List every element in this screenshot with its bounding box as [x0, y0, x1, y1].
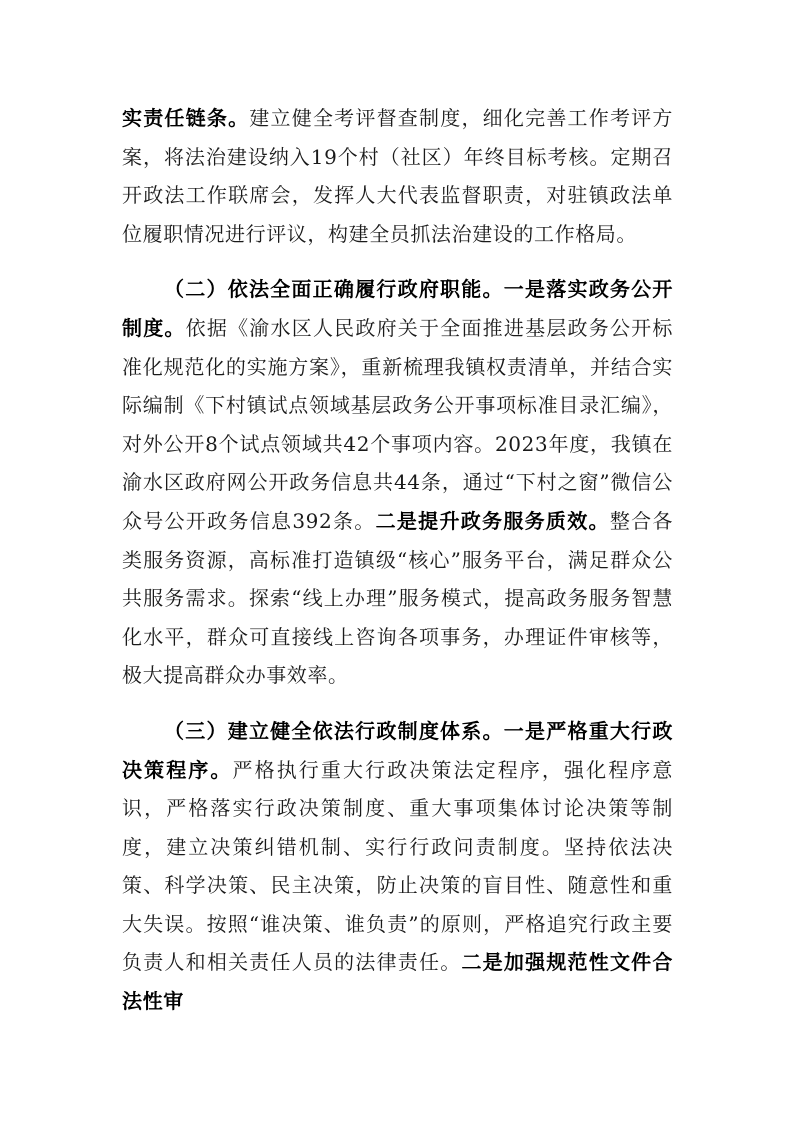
body-text: 依据《渝水区人民政府关于全面推进基层政务公开标准化规范化的实施方案》，重新梳理我镇权责清单，并结合实际编制《下村镇试点领域基层政务公开事项标准目录汇编》，对外公开8个试点领域共42个事项内容。2023年度，我镇在渝水区政府网公开政务信息共44条，通过“下村之窗”微信公众号公开政务信息392条。	[122, 315, 673, 533]
body-text: 严格执行重大行政决策法定程序，强化程序意识，严格落实行政决策制度、重大事项集体讨论决策等制度，建立决策纠错机制、实行行政问责制度。坚持依法决策、科学决策、民主决策，防止决策的盲目性、随意性和重大失误。按照“谁决策、谁负责”的原则，严格追究行政主要负责人和相关责任人员的法律责任。	[122, 757, 673, 975]
bold-heading: （三）建立健全依法行政制度体系。一是严格重大行政决策程序。	[122, 718, 673, 782]
bold-heading: （二）依法全面正确履行政府职能。一是落实政务公开制度。	[122, 277, 673, 340]
paragraph-responsibility-chain	[122, 99, 673, 253]
body-text: 整合各类服务资源，高标准打造镇级“核心”服务平台，满足群众公共服务需求。探索“线上办理”服务模式，提高政务服务智慧化水平，群众可直接线上咨询各项事务，办理证件审核等，极大提高群众办事效率。	[122, 508, 673, 688]
bold-heading: 二是提升政务服务质效。	[375, 508, 610, 533]
document-body	[122, 99, 673, 1021]
bold-heading: 二是加强规范性文件合法性审	[122, 950, 673, 1014]
body-text: 建立健全考评督查制度，细化完善工作考评方案，将法治建设纳入19个村（社区）年终目标考核。定期召开政法工作联席会，发挥人大代表监督职责，对驻镇政法单位履职情况进行评议，构建全员抓法治建设的工作格局。	[122, 106, 673, 246]
paragraph-administrative-system	[122, 712, 673, 1021]
paragraph-government-functions	[122, 270, 673, 695]
bold-heading: 实责任链条。	[122, 106, 250, 130]
